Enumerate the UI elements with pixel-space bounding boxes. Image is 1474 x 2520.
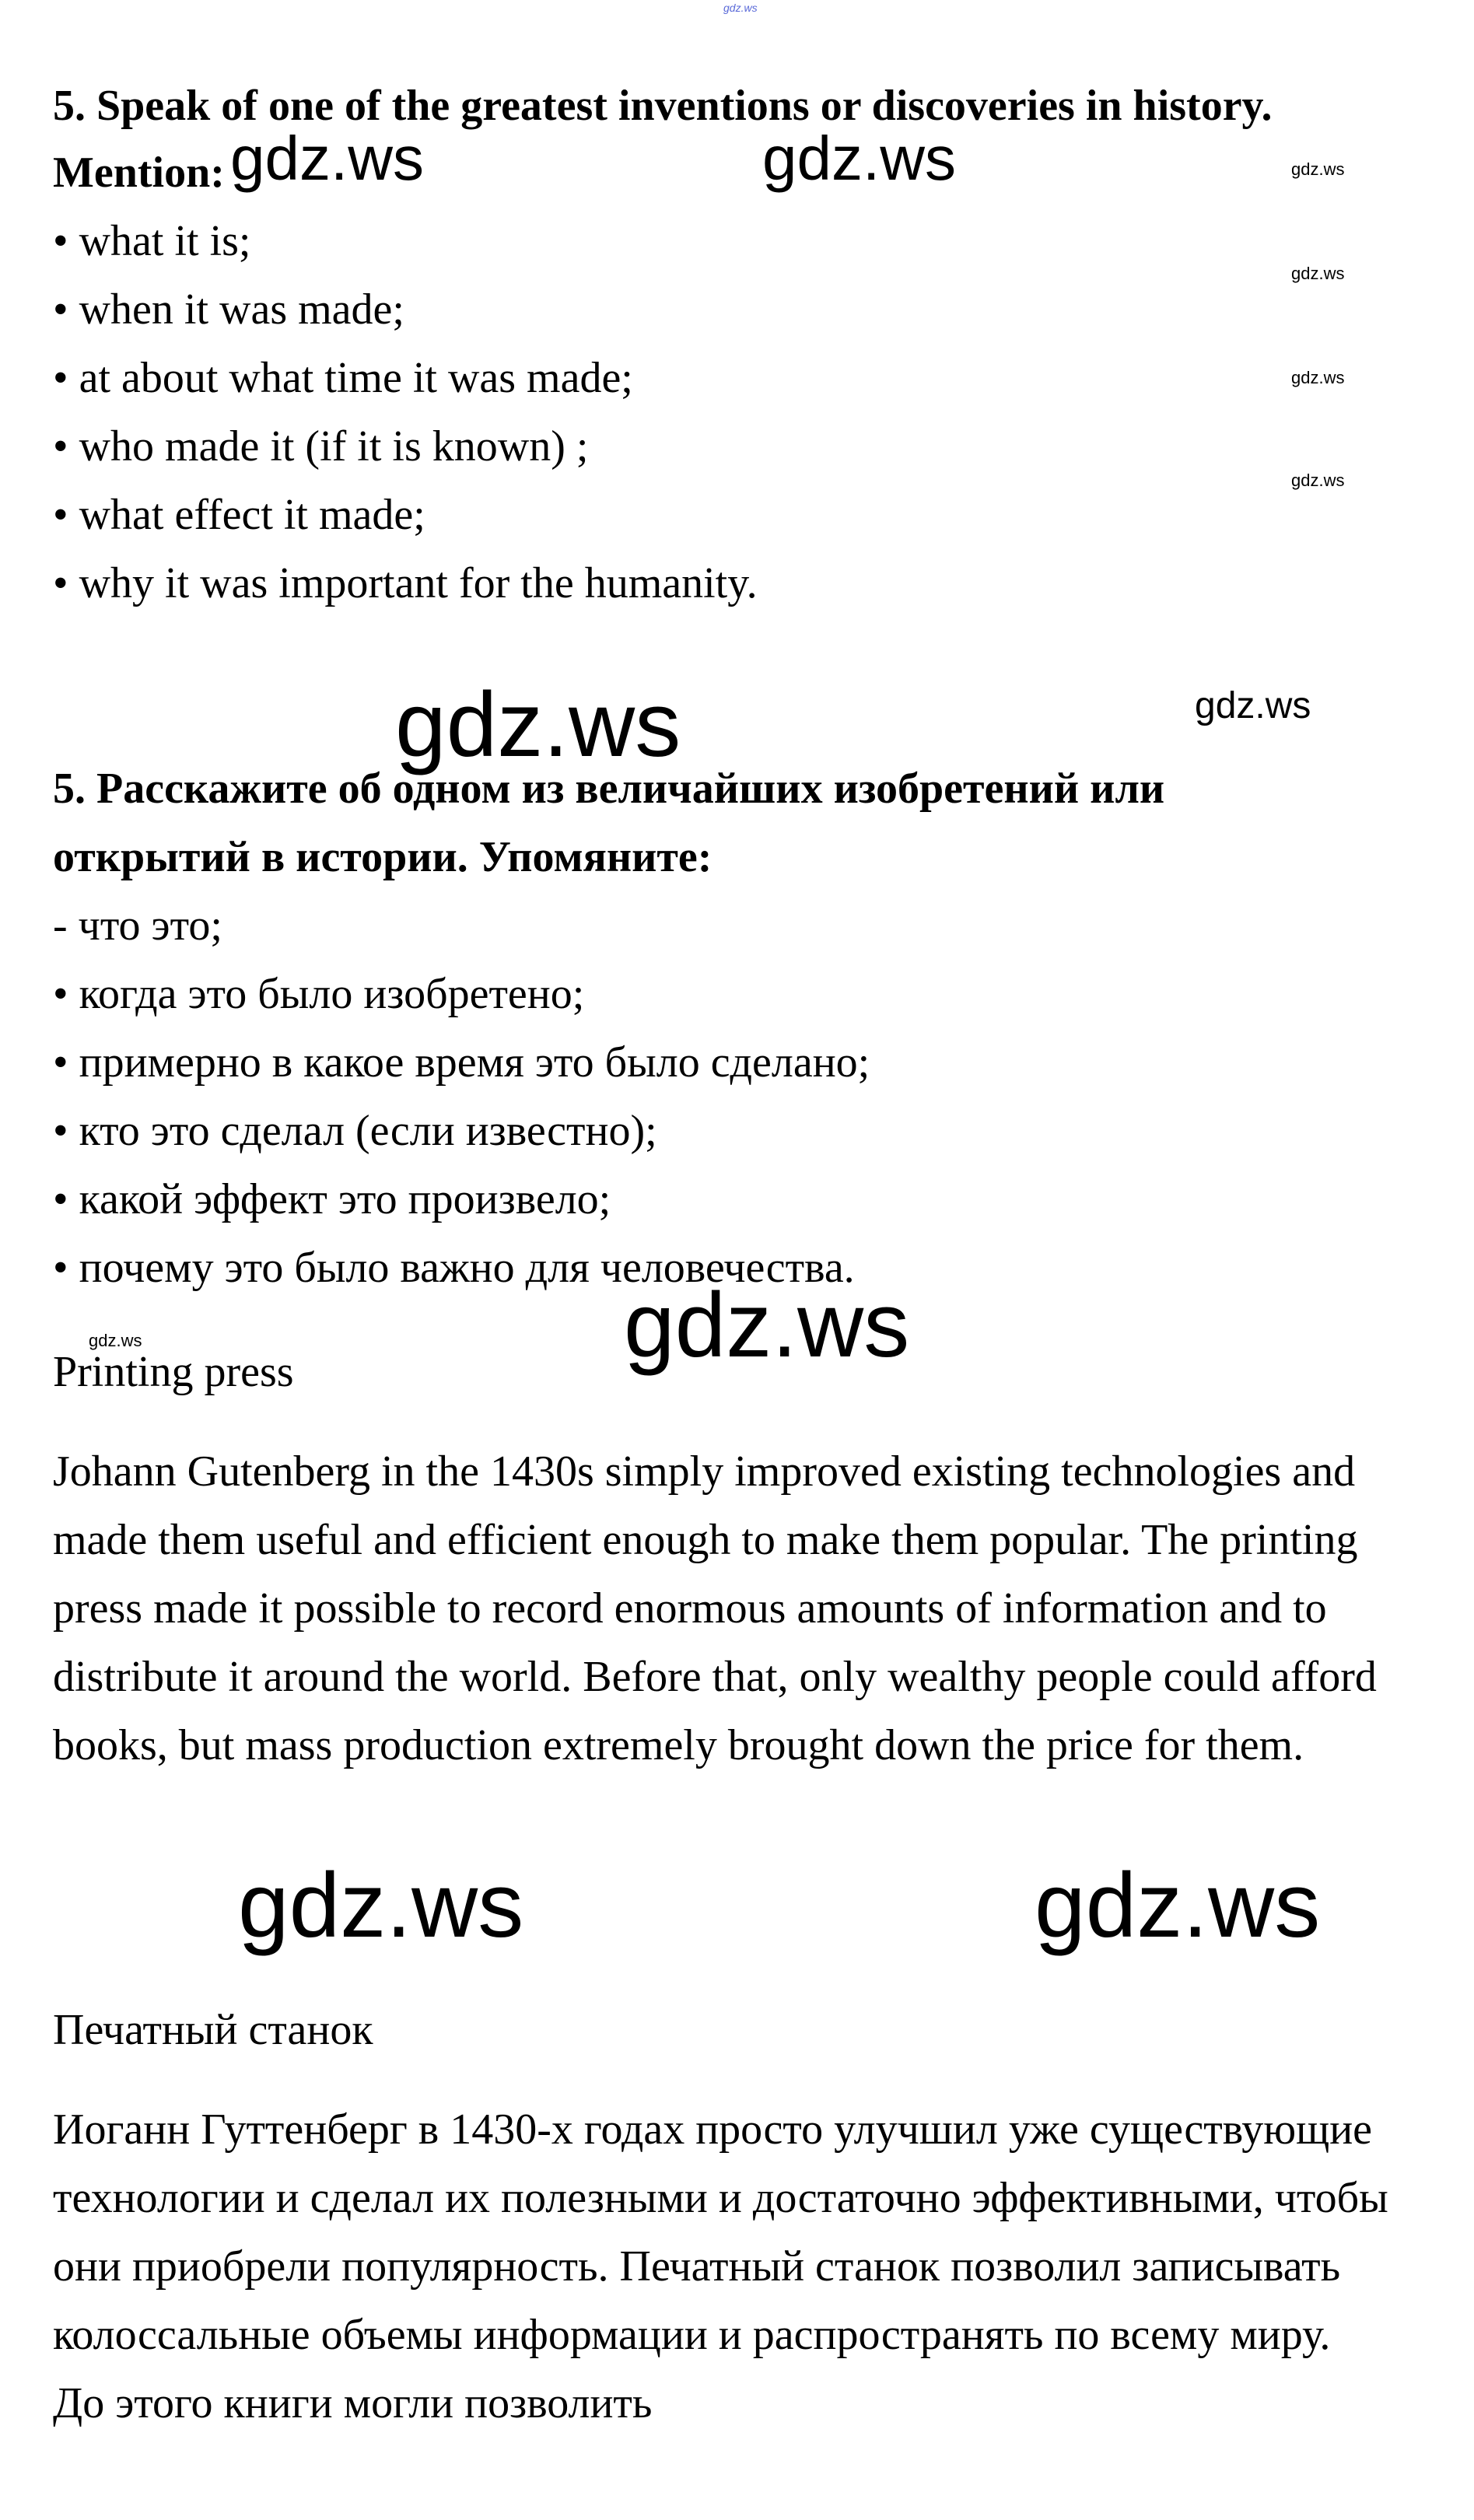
watermark-top: gdz.ws xyxy=(723,2,758,14)
answer-title-ru: Печатный станок xyxy=(53,2006,373,2054)
task-heading-en: 5. Speak of one of the greatest inventions or discoveries in history. xyxy=(53,82,1273,130)
list-item: • at about what time it was made; xyxy=(53,354,633,402)
watermark: gdz.ws xyxy=(624,1274,910,1377)
answer-title-en: Printing press xyxy=(53,1348,294,1396)
watermark: gdz.ws xyxy=(1291,159,1345,179)
list-item: • почему это было важно для человечества. xyxy=(53,1244,855,1292)
list-item: • why it was important for the humanity. xyxy=(53,559,758,607)
list-item: • примерно в какое время это было сделано; xyxy=(53,1038,870,1087)
watermark: gdz.ws xyxy=(89,1331,142,1350)
watermark: gdz.ws xyxy=(1291,471,1345,490)
list-item: • what it is; xyxy=(53,217,251,265)
watermark: gdz.ws xyxy=(762,124,956,193)
list-item: - что это; xyxy=(53,901,222,950)
answer-body-en: Johann Gutenberg in the 1430s simply improved existing technologies and made them useful and efficient enough to make them popular. The printing press made it possible to record enormous amounts of information and to distribute it around the world. Before that, only wealthy people could afford books, but mass production extremely brought down the price for them. xyxy=(53,1447,1377,1769)
watermark: gdz.ws xyxy=(395,674,681,776)
list-item: • какой эффект это произвело; xyxy=(53,1175,611,1223)
watermark: gdz.ws xyxy=(238,1854,524,1957)
task-heading-ru-line2: открытий в истории. Упомяните: xyxy=(53,833,712,881)
list-item: • what effect it made; xyxy=(53,491,425,539)
task-mention-label: Mention: xyxy=(53,149,225,197)
list-item: • who made it (if it is known) ; xyxy=(53,422,589,471)
list-item: • кто это сделал (если известно); xyxy=(53,1107,657,1155)
watermark: gdz.ws xyxy=(1291,368,1345,387)
answer-body-ru: Иоганн Гуттенберг в 1430-х годах просто улучшил уже существующие технологии и сделал их полезными и достаточно эффективными, чтобы они приобрели популярность. Печатный станок позволил записывать колоссальные объемы информации и распространять по всему миру. До этого книги могли позволить xyxy=(53,2105,1388,2427)
watermark: gdz.ws xyxy=(1291,264,1345,283)
list-item: • when it was made; xyxy=(53,285,404,334)
task-heading-ru-line1: 5. Расскажите об одном из величайших изобретений или xyxy=(53,765,1165,813)
watermark: gdz.ws xyxy=(1195,685,1311,726)
watermark: gdz.ws xyxy=(230,124,424,193)
watermark: gdz.ws xyxy=(1035,1854,1321,1957)
list-item: • когда это было изобретено; xyxy=(53,970,585,1018)
